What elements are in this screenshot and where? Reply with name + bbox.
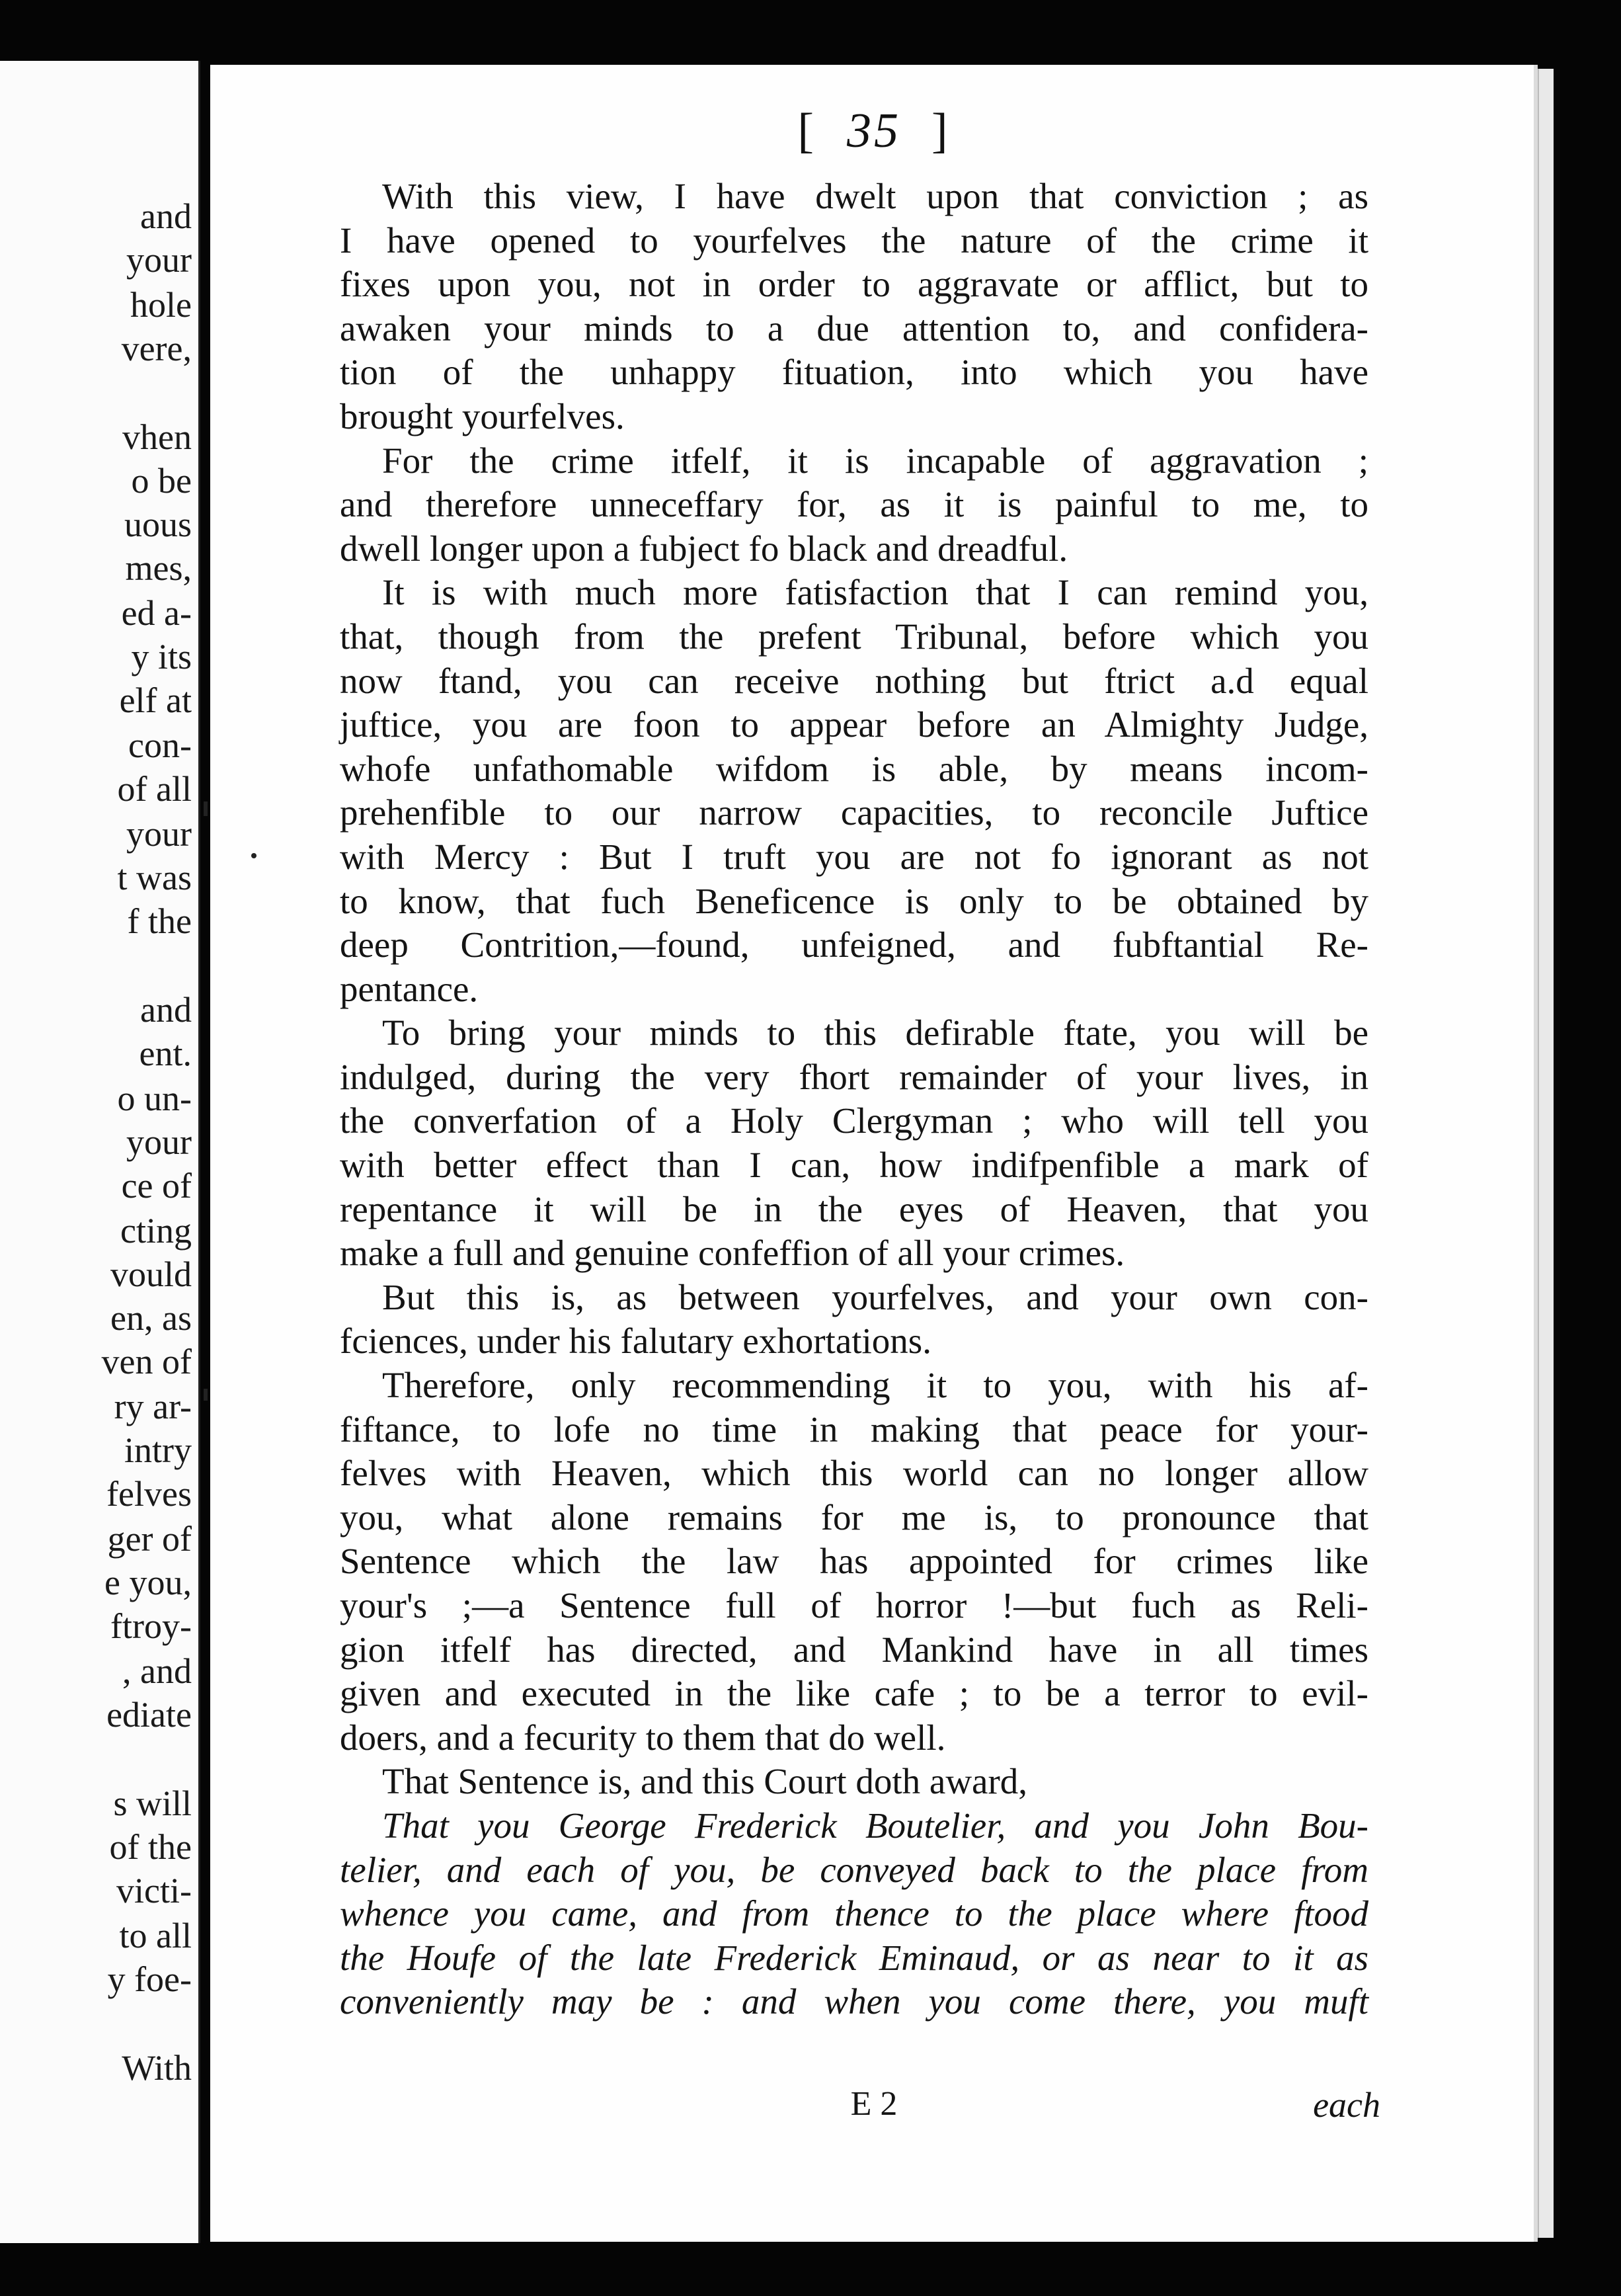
left-page-line: ftroy-	[110, 1606, 192, 1646]
text-line: your's ;—a Sentence full of horror !—but fuch as Reli-	[340, 1585, 1368, 1625]
text-line: the Houfe of the late Frederick Eminaud, or as near to it as	[340, 1937, 1368, 1978]
text-line: doers, and a fecurity to them that do well.	[340, 1717, 946, 1758]
left-page-line: felves	[106, 1474, 192, 1514]
text-line: It is with much more fatisfaction that I can remind you,	[382, 572, 1368, 613]
left-page-line: your	[126, 1122, 192, 1162]
page-number: 35	[847, 104, 901, 158]
text-line: fiftance, to lofe no time in making that peace for your-	[340, 1409, 1368, 1450]
text-line: now ftand, you can receive nothing but ftrict a.d equal	[340, 660, 1368, 701]
left-page-line: y foe-	[107, 1959, 192, 1999]
header-open-bracket: [	[797, 104, 816, 158]
text-line: that, though from the prefent Tribunal, before which you	[340, 616, 1368, 657]
left-page-line: en, as	[110, 1298, 192, 1338]
text-line: to know, that fuch Beneficence is only to be obtained by	[340, 880, 1368, 921]
left-page-line: to all	[119, 1916, 192, 1955]
text-line: To bring your minds to this defirable ftate, you will be	[382, 1012, 1368, 1053]
left-page-line: and	[140, 990, 192, 1030]
left-page-line: ry ar-	[114, 1387, 192, 1426]
left-page-line: of all	[117, 769, 192, 809]
text-line: fixes upon you, not in order to aggravate or afflict, but to	[340, 264, 1368, 305]
left-page-line: s will	[113, 1784, 192, 1823]
left-page-line: f the	[127, 901, 192, 941]
signature-mark: E 2	[850, 2085, 898, 2123]
text-line: felves with Heaven, which this world can no longer allow	[340, 1453, 1368, 1494]
left-page-line: ed a-	[121, 593, 192, 633]
text-line: given and executed in the like cafe ; to be a terror to evil-	[340, 1673, 1368, 1714]
header-close-bracket: ]	[931, 104, 951, 158]
left-page-line: y its	[131, 637, 192, 676]
text-line: dwell longer upon a fubject fo black and dreadful.	[340, 528, 1068, 569]
left-page-line: ven of	[101, 1342, 192, 1381]
left-page-line: ent.	[139, 1034, 192, 1073]
text-line: Therefore, only recommending it to you, with his af-	[382, 1365, 1368, 1406]
left-page-line: mes,	[125, 548, 192, 588]
gutter-tick-mark	[204, 801, 208, 816]
text-line: whofe unfathomable wifdom is able, by means incom-	[340, 748, 1368, 789]
left-page-line: intry	[124, 1430, 192, 1470]
left-page-line: vhen	[122, 417, 192, 457]
text-line: repentance it will be in the eyes of Heaven, that you	[340, 1188, 1368, 1229]
left-page-line: elf at	[119, 680, 192, 720]
text-line: gion itfelf has directed, and Mankind have in all times	[340, 1629, 1368, 1670]
left-page-line: hole	[130, 285, 192, 325]
text-line: But this is, as between yourfelves, and your own con-	[382, 1276, 1368, 1317]
left-page-line: o un-	[117, 1079, 192, 1118]
text-line: prehenfible to our narrow capacities, to reconcile Juftice	[340, 792, 1368, 833]
text-line: indulged, during the very fhort remainder of your lives, in	[340, 1056, 1368, 1097]
page-header	[210, 103, 1538, 159]
left-page-line: ger of	[107, 1519, 192, 1559]
text-line: fciences, under his falutary exhortations.	[340, 1321, 931, 1362]
body-text	[340, 175, 1368, 2024]
text-line: awaken your minds to a due attention to, and confidera-	[340, 308, 1368, 348]
text-line: telier, and each of you, be conveyed back to the place from	[340, 1849, 1368, 1890]
left-page-line: con-	[128, 725, 192, 765]
left-page-line: of the	[109, 1827, 192, 1867]
left-page-line: e you,	[104, 1563, 192, 1602]
left-page-line: , and	[122, 1651, 192, 1691]
text-line: whence you came, and from thence to the place where ftood	[340, 1893, 1368, 1934]
text-line: and therefore unneceffary for, as it is painful to me, to	[340, 484, 1368, 525]
left-page-line: your	[126, 814, 192, 854]
left-page-line: ediate	[106, 1695, 192, 1735]
left-page-line: victi-	[116, 1871, 192, 1910]
text-line: with Mercy : But I truft you are not fo ignorant as not	[340, 836, 1368, 877]
left-page-line: and	[140, 196, 192, 236]
text-line: brought yourfelves.	[340, 395, 625, 436]
catchword: each	[1313, 2085, 1380, 2125]
text-line: With this view, I have dwelt upon that conviction ; as	[382, 176, 1368, 216]
text-line: That Sentence is, and this Court doth award,	[382, 1761, 1028, 1802]
left-page-line: ce of	[121, 1166, 192, 1206]
left-page-line: uous	[124, 505, 192, 544]
text-line: Sentence which the law has appointed for crimes like	[340, 1541, 1368, 1582]
gutter-tick-mark	[204, 1389, 208, 1401]
text-line: pentance.	[340, 968, 479, 1009]
left-page-line: With	[122, 2048, 192, 2088]
text-line: For the crime itfelf, it is incapable of aggravation ;	[382, 440, 1368, 481]
text-line: deep Contrition,—found, unfeigned, and fubftantial Re-	[340, 924, 1368, 965]
text-line: with better effect than I can, how indifpenfible a mark of	[340, 1145, 1368, 1186]
left-page-line: cting	[120, 1211, 192, 1250]
text-line: tion of the unhappy fituation, into which you have	[340, 352, 1368, 393]
left-page-line: o be	[131, 461, 192, 501]
text-line: the converfation of a Holy Clergyman ; who will tell you	[340, 1100, 1368, 1141]
text-line: I have opened to yourfelves the nature of the crime it	[340, 220, 1368, 261]
left-page-line: t was	[117, 858, 192, 897]
left-page-line: vere,	[121, 329, 192, 368]
left-page-line: vould	[110, 1254, 192, 1294]
margin-dot-mark	[251, 853, 257, 858]
left-page-line: your	[126, 240, 192, 280]
book-page	[210, 65, 1538, 2242]
left-facing-page	[0, 61, 200, 2243]
text-line: That you George Frederick Boutelier, and you John Bou-	[382, 1805, 1368, 1846]
text-line: make a full and genuine confeffion of all your crimes.	[340, 1233, 1125, 1274]
page-edge	[1538, 69, 1554, 2238]
text-line: you, what alone remains for me is, to pronounce that	[340, 1496, 1368, 1538]
text-line: juftice, you are foon to appear before an Almighty Judge,	[340, 704, 1368, 745]
text-line: conveniently may be : and when you come there, you muft	[340, 1981, 1368, 2022]
